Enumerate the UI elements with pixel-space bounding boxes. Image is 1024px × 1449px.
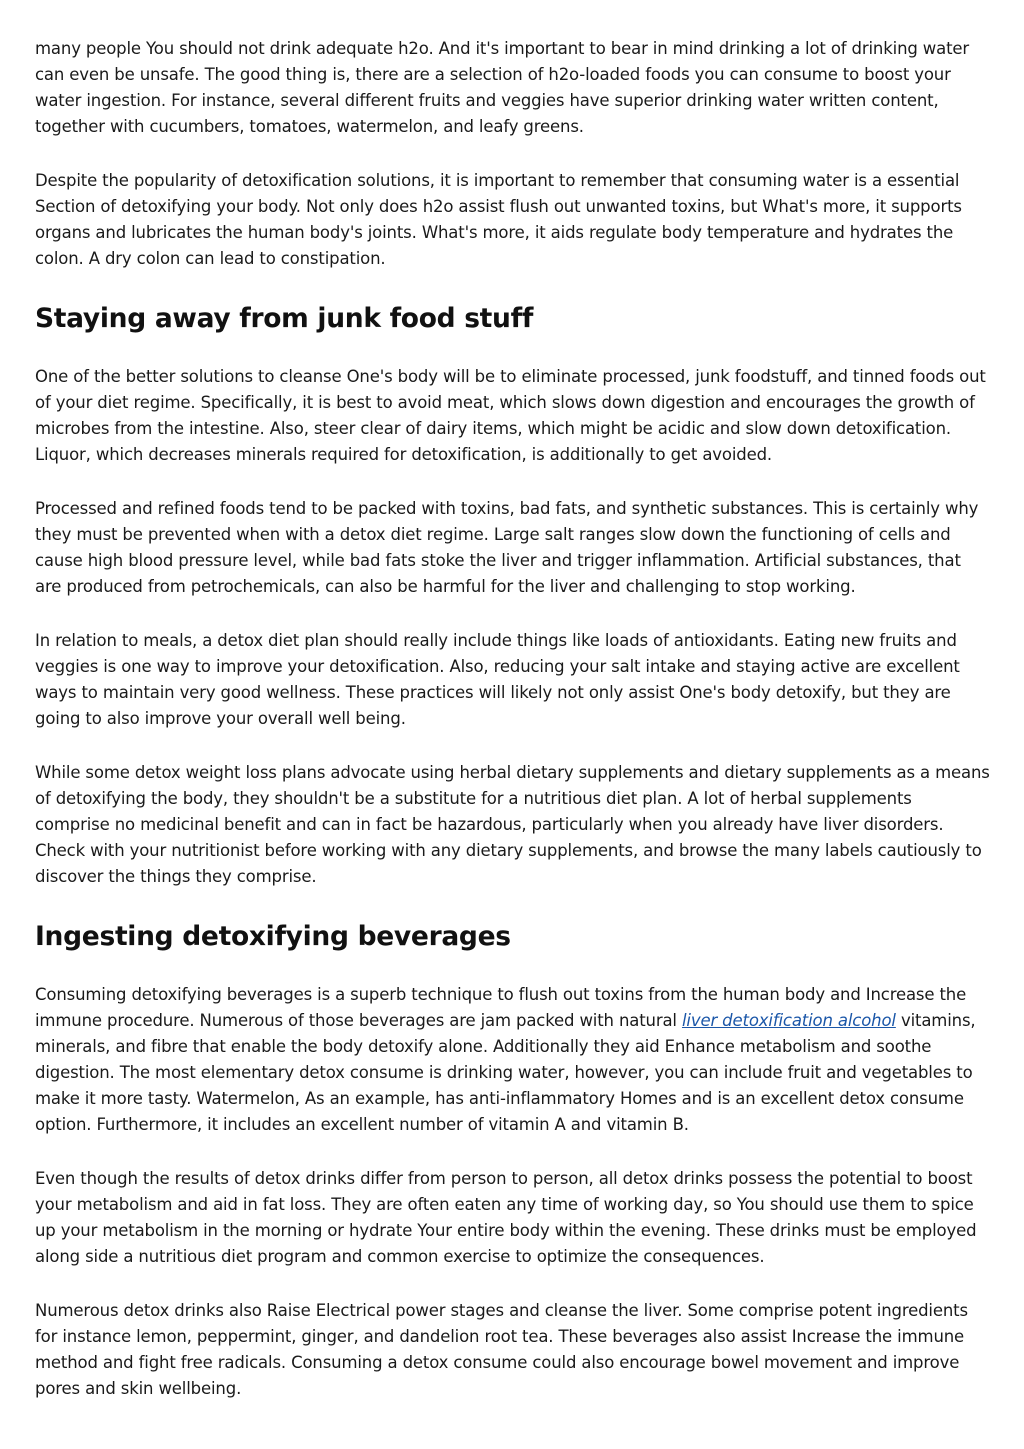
article-body (35, 36, 991, 1430)
paragraph-antioxidants: In relation to meals, a detox diet plan should really include things like loads of antioxidants. Eating new fruits and veggies is one way to improve your detoxification. Also, reducing your salt intake and staying active are excellent ways to maintain very good wellness. These practices will likely not only assist One's body detoxify, but they are going to also improve your overall well being. (35, 631, 960, 728)
paragraph-supplements: While some detox weight loss plans advocate using herbal dietary supplements and dietary supplements as a means of detoxifying the body, they shouldn't be a substitute for a nutritious diet plan. A lot of herbal supplements comprise no medicinal benefit and can in fact be hazardous, particularly when you already have liver disorders. Check with your nutritionist before working with any dietary supplements, and browse the many labels cautiously to discover the things they comprise. (35, 763, 990, 886)
paragraph-detox-metabolism: Even though the results of detox drinks differ from person to person, all detox drinks possess the potential to boost your metabolism and aid in fat loss. They are often eaten any time of working day, so You should use them to spice up your metabolism in the morning or hydrate Your entire body within the evening. These drinks must be employed along side a nutritious diet program and common exercise to optimize the consequences. (35, 1169, 977, 1266)
paragraph-detox-drinks-intro (35, 982, 991, 1138)
paragraph-water-detox: Despite the popularity of detoxification solutions, it is important to remember that consuming water is a essential Section of detoxifying your body. Not only does h2o assist flush out unwanted toxins, but What's more, it supports organs and lubricates the human body's joints. What's more, it aids regulate body temperature and hydrates the colon. A dry colon can lead to constipation. (35, 171, 962, 268)
paragraph-text-after-link: vitamins, minerals, and fibre that enable the body detoxify alone. Additionally they aid Enhance metabolism and soothe digestion. The most elementary detox consume is drinking water, however, you can include fruit and vegetables to make it more tasty. Watermelon, As an example, has anti-inflammatory Homes and is an excellent detox consume option. Furthermore, it includes an excellent number of vitamin A and vitamin B. (35, 1011, 976, 1134)
paragraph-water-foods: many people You should not drink adequate h2o. And it's important to bear in mind drinking a lot of drinking water can even be unsafe. The good thing is, there are a selection of h2o-loaded foods you can consume to boost your water ingestion. For instance, several different fruits and veggies have superior drinking water written content, together with cucumbers, tomatoes, watermelon, and leafy greens. (35, 39, 970, 136)
heading-junk-food: Staying away from junk food stuff (35, 303, 534, 334)
paragraph-cleanse-diet: One of the better solutions to cleanse One's body will be to eliminate processed, junk foodstuff, and tinned foods out of your diet regime. Specifically, it is best to avoid meat, which slows down digestion and encourages the growth of microbes from the intestine. Also, steer clear of dairy items, which might be acidic and slow down detoxification. Liquor, which decreases minerals required for detoxification, is additionally to get avoided. (35, 367, 986, 464)
paragraph-processed-foods: Processed and refined foods tend to be packed with toxins, bad fats, and synthetic substances. This is certainly why they must be prevented when with a detox diet regime. Large salt ranges slow down the functioning of cells and cause high blood pressure level, while bad fats stoke the liver and trigger inflammation. Artificial substances, that are produced from petrochemicals, can also be harmful for the liver and challenging to stop working. (35, 499, 979, 596)
paragraph-text-before-link: Consuming detoxifying beverages is a superb technique to flush out toxins from the human body and Increase the immune procedure. Numerous of those beverages are jam packed with natural (35, 985, 967, 1030)
liver-detox-link[interactable]: liver detoxification alcohol (681, 1011, 896, 1030)
heading-detox-beverages: Ingesting detoxifying beverages (35, 921, 511, 952)
paragraph-detox-energy: Numerous detox drinks also Raise Electrical power stages and cleanse the liver. Some comprise potent ingredients for instance lemon, peppermint, ginger, and dandelion root tea. These beverages also assist Increase the immune method and fight free radicals. Consuming a detox consume could also encourage bowel movement and improve pores and skin wellbeing. (35, 1301, 968, 1398)
